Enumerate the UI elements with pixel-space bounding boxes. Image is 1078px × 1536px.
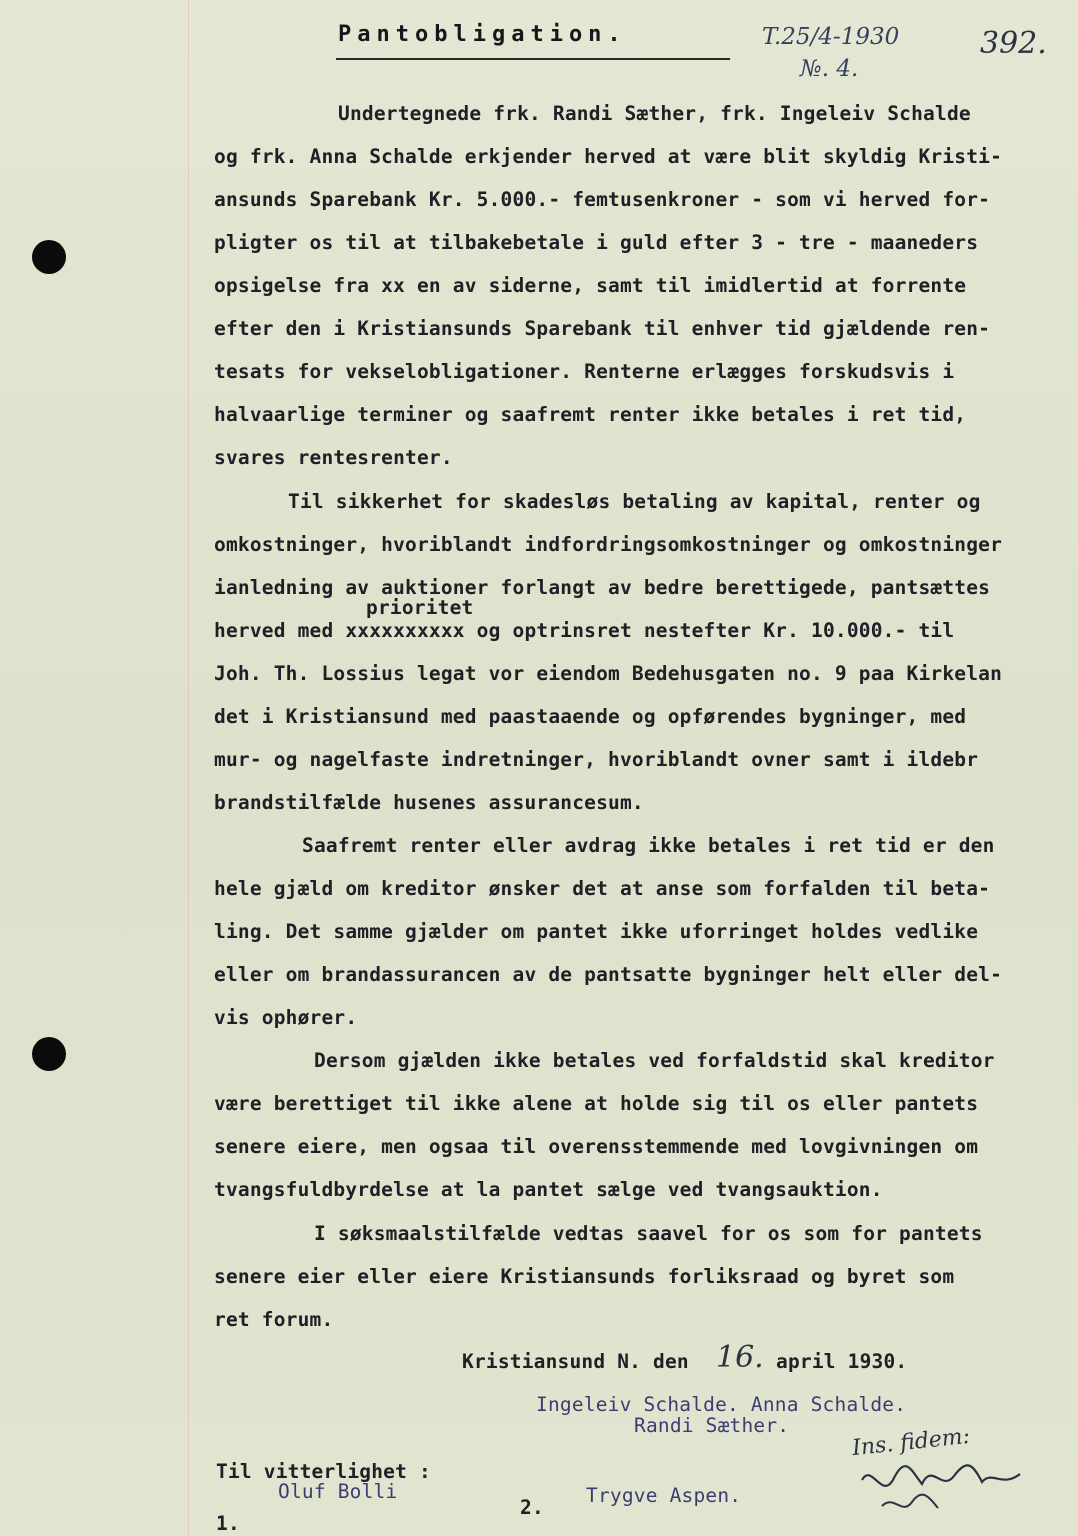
text-line-28: senere eier eller eiere Kristiansunds forliksraad og byret som xyxy=(214,1265,955,1288)
signatories-line-1: Ingeleiv Schalde. Anna Schalde. xyxy=(536,1393,907,1416)
witness-1-name: Oluf Bolli xyxy=(278,1480,398,1503)
insertion-note: prioritet xyxy=(366,596,474,619)
margin-rule xyxy=(188,0,189,1536)
text-line-22: vis ophører. xyxy=(214,1006,358,1029)
text-line-15: det i Kristiansund med paastaaende og opførendes bygninger, med xyxy=(214,705,967,728)
page-number: 392. xyxy=(980,26,1047,61)
text-line-16: mur- og nagelfaste indretninger, hvoriblandt ovner samt i ildebr xyxy=(214,748,979,771)
witness-label: Til vitterlighet : xyxy=(216,1460,431,1483)
text-line-24: være berettiget til ikke alene at holde sig til os eller pantets xyxy=(214,1092,979,1115)
text-line-14: Joh. Th. Lossius legat vor eiendom Bedehusgaten no. 9 paa Kirkelan xyxy=(214,662,1003,685)
date-note: T.25/4-1930 xyxy=(762,24,900,50)
text-line-2: og frk. Anna Schalde erkjender herved at være blit skyldig Kristi- xyxy=(214,145,1003,168)
text-line-11: omkostninger, hvoriblandt indfordringsomkostninger og omkostninger xyxy=(214,533,1003,556)
text-line-20: ling. Det samme gjælder om pantet ikke uforringet holdes vedlike xyxy=(214,920,979,943)
text-line-25: senere eiere, men ogsaa til overensstemmende med lovgivningen om xyxy=(214,1135,979,1158)
witness-2-name: Trygve Aspen. xyxy=(586,1484,742,1507)
text-line-13: herved med xxxxxxxxxx og optrinsret nestefter Kr. 10.000.- til xyxy=(214,619,955,642)
title-underline xyxy=(336,58,730,60)
punch-hole-top xyxy=(32,240,66,274)
text-line-9: svares rentesrenter. xyxy=(214,446,453,469)
text-line-12: ianledning av auktioner forlangt av bedre berettigede, pantsættes xyxy=(214,576,991,599)
date-month-year: april 1930. xyxy=(776,1350,908,1373)
text-line-4: pligter os til at tilbakebetale i guld efter 3 - tre - maaneders xyxy=(214,231,979,254)
text-line-3: ansunds Sparebank Kr. 5.000.- femtusenkroner - som vi herved for- xyxy=(214,188,991,211)
text-line-23: Dersom gjælden ikke betales ved forfaldstid skal kreditor xyxy=(314,1049,995,1072)
punch-hole-bottom xyxy=(32,1037,66,1071)
witness-1-number: 1. xyxy=(216,1512,240,1535)
text-line-19: hele gjæld om kreditor ønsker det at anse som forfalden til beta- xyxy=(214,877,991,900)
text-line-10: Til sikkerhet for skadesløs betaling av kapital, renter og xyxy=(288,490,981,513)
text-line-5: opsigelse fra xx en av siderne, samt til imidlertid at forrente xyxy=(214,274,967,297)
document-title: Pantobligation. xyxy=(338,22,627,47)
text-line-1: Undertegnede frk. Randi Sæther, frk. Ingeleiv Schalde xyxy=(338,102,971,125)
text-line-18: Saafremt renter eller avdrag ikke betales i ret tid er den xyxy=(302,834,995,857)
date-day: 16. xyxy=(716,1340,764,1375)
text-line-17: brandstilfælde husenes assurancesum. xyxy=(214,791,644,814)
text-line-26: tvangsfuldbyrdelse at la pantet sælge ved tvangsauktion. xyxy=(214,1178,883,1201)
text-line-7: tesats for vekselobligationer. Renterne erlægges forskudsvis i xyxy=(214,360,955,383)
certification-note: Ins. fidem: xyxy=(851,1423,972,1462)
text-line-21: eller om brandassurancen av de pantsatte bygninger helt eller del- xyxy=(214,963,1003,986)
text-line-8: halvaarlige terminer og saafremt renter ikke betales i ret tid, xyxy=(214,403,967,426)
place-date: Kristiansund N. den xyxy=(462,1350,689,1373)
signature-scribble xyxy=(842,1432,1042,1522)
number-note: №. 4. xyxy=(800,56,859,82)
witness-2-number: 2. xyxy=(520,1496,544,1519)
text-line-27: I søksmaalstilfælde vedtas saavel for os som for pantets xyxy=(314,1222,983,1245)
signatories-line-2: Randi Sæther. xyxy=(634,1414,790,1437)
text-line-29: ret forum. xyxy=(214,1308,334,1331)
text-line-6: efter den i Kristiansunds Sparebank til enhver tid gjældende ren- xyxy=(214,317,991,340)
